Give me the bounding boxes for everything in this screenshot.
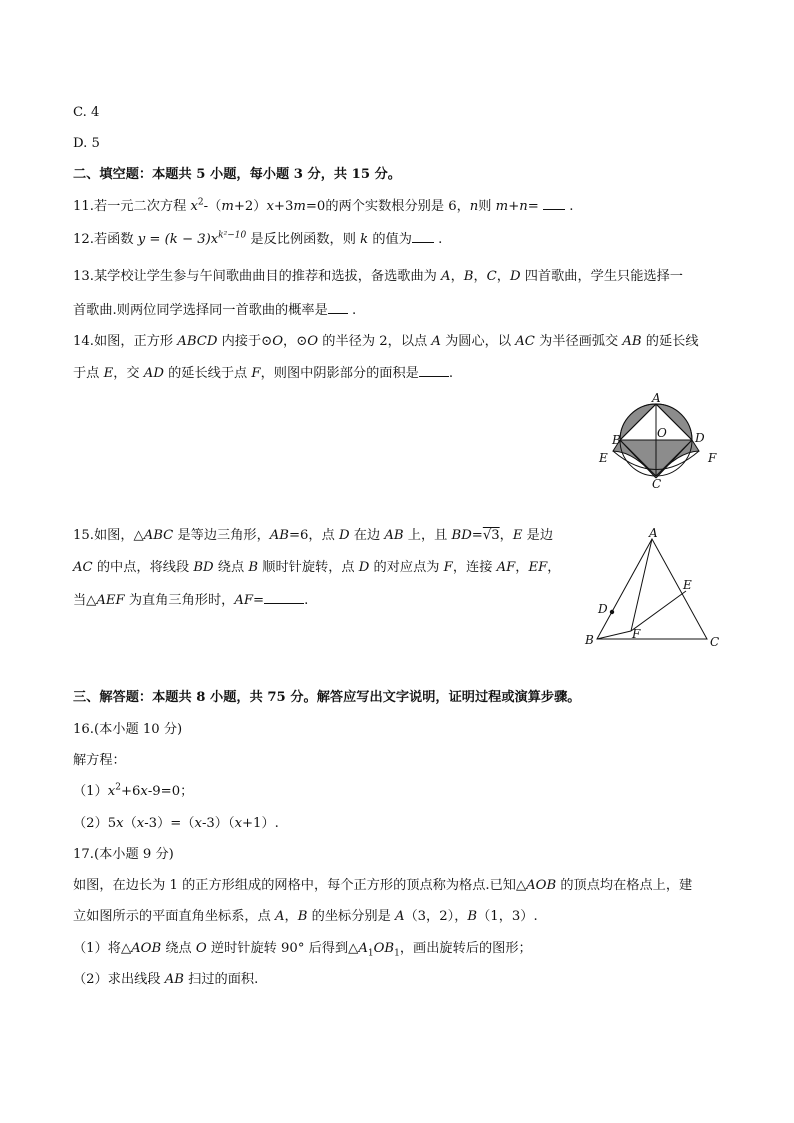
answer-blank	[419, 364, 449, 377]
label-d: D	[598, 602, 608, 616]
question-13-line1: 13.某学校让学生参与午间歌曲曲目的推荐和选拔，备选歌曲为 A，B，C，D 四首歌曲，学生只能选择一	[73, 269, 683, 284]
segment-af	[631, 539, 652, 631]
point-d	[610, 610, 614, 614]
option-d: D. 5	[73, 136, 100, 151]
answer-blank	[328, 301, 348, 314]
label-d: D	[695, 431, 705, 445]
answer-blank	[412, 230, 434, 243]
label-c: C	[652, 477, 662, 491]
question-14-line1: 14.如图，正方形 ABCD 内接于⊙O，⊙O 的半径为 2，以点 A 为圆心，以 AC 为半径画弧交 AB 的延长线	[73, 334, 699, 349]
question-17-line1: 如图，在边长为 1 的正方形组成的网格中，每个正方形的顶点称为格点.已知△AOB 的顶点均在格点上，建	[73, 878, 693, 893]
label-a: A	[649, 528, 658, 540]
figure-q15	[580, 528, 730, 653]
label-o: O	[657, 426, 667, 440]
section2-title: 二、填空题：本题共 5 小题，每小题 3 分，共 15 分。	[73, 167, 401, 182]
question-17-header: 17.(本小题 9 分)	[73, 847, 174, 862]
question-15-line3: 当△AEF 为直角三角形时，AF= .	[73, 593, 309, 608]
label-f: F	[632, 627, 641, 641]
label-e: E	[683, 578, 692, 592]
label-b: B	[612, 433, 621, 447]
question-15-line1: 15.如图，△ABC 是等边三角形，AB=6，点 D 在边 AB 上，且 BD=√3，E 是边	[73, 528, 554, 543]
question-15-line2: AC 的中点，将线段 BD 绕点 B 顺时针旋转，点 D 的对应点为 F，连接 AF，EF，	[73, 560, 561, 575]
label-a: A	[652, 391, 661, 405]
answer-blank	[543, 197, 565, 210]
question-11: 11.若一元二次方程 $x^2-(m+2)x+3m=0$的两个实数根分别是 6，n则 m+n= .	[73, 197, 574, 214]
option-c: C. 4	[73, 105, 100, 120]
question-16-part1: $(1)x^2+6x-9=0$；	[73, 782, 194, 799]
question-12: 12.若函数 $y = (k - 3)x^{k^2-10}$ 是反比例函数，则 k 的值为 .	[73, 230, 443, 247]
answer-blank	[264, 591, 304, 604]
label-f: F	[708, 451, 717, 465]
question-16-part2: （2）5x（x-3）=（x-3）（x+1）.	[73, 816, 279, 831]
question-14-line2: 于点 E，交 AD 的延长线于点 F，则图中阴影部分的面积是 .	[73, 366, 454, 381]
question-13-line2: 首歌曲.则两位同学选择同一首歌曲的概率是 .	[73, 303, 357, 318]
label-c: C	[710, 635, 720, 649]
label-e: E	[599, 451, 608, 465]
question-16-intro: 解方程：	[73, 753, 126, 768]
segment-bf	[597, 631, 631, 639]
question-17-line2: 立如图所示的平面直角坐标系，点 A，B 的坐标分别是 A（3，2），B（1，3）.	[73, 909, 538, 924]
section3-title: 三、解答题：本题共 8 小题，共 75 分。解答应写出文字说明，证明过程或演算步骤。	[73, 690, 581, 705]
question-17-part1: （1）将△AOB 绕点 O 逆时针旋转 90° 后得到$\triangle A_1OB_1$，画出旋转后的图形；	[73, 941, 532, 959]
question-17-part2: （2）求出线段 AB 扫过的面积.	[73, 972, 259, 987]
label-b: B	[585, 633, 594, 647]
question-16-header: 16.(本小题 10 分)	[73, 722, 183, 737]
figure-q14	[590, 390, 730, 495]
